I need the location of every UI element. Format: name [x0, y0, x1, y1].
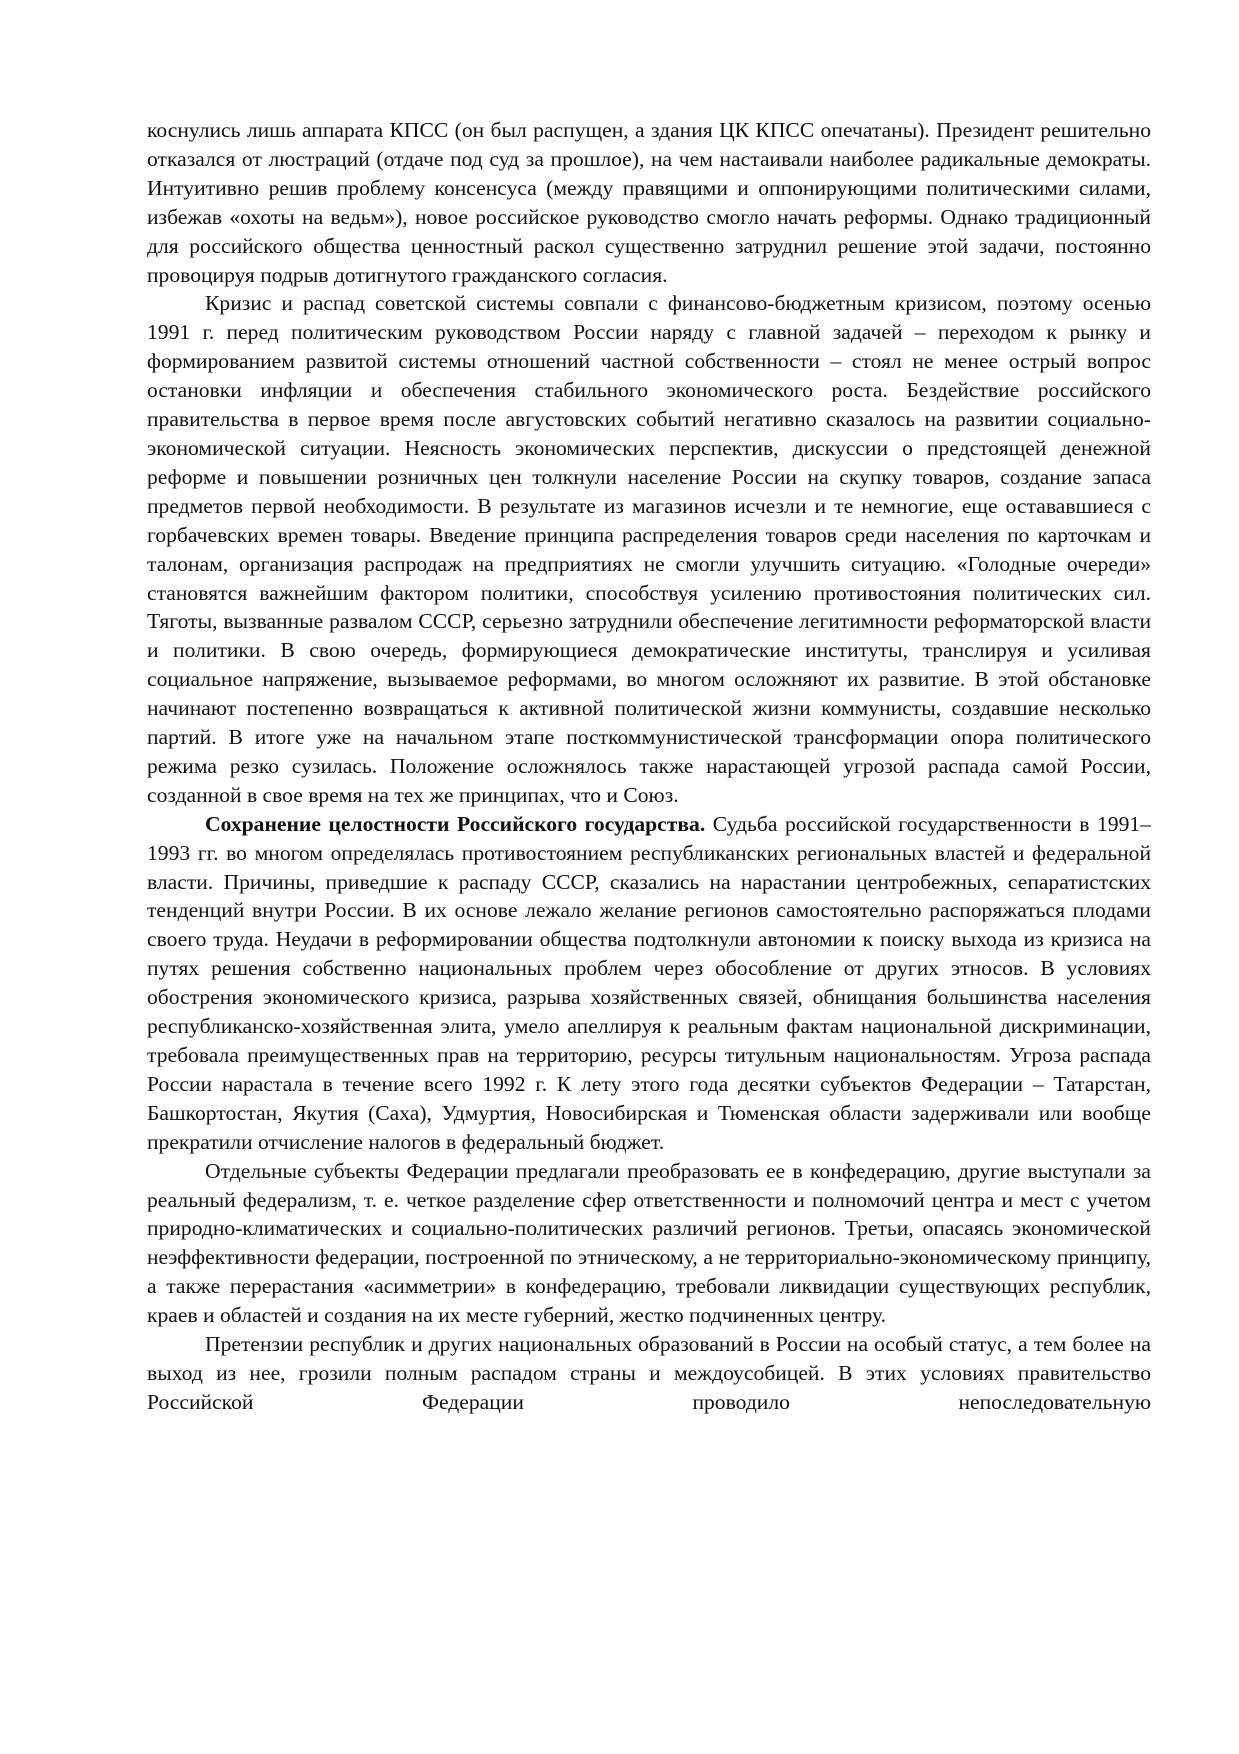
paragraph-3	[147, 810, 1151, 1157]
paragraph-2: Кризис и распад советской системы совпали с финансово-бюджетным кризисом, поэтому осенью 1991 г. перед политическим руководством России наряду с главной задачей – переходом к рынку и формированием развитой системы отношений частной собственности – стоял не менее острый вопрос остановки инфляции и обеспечения стабильного экономического роста. Бездействие российского правительства в первое время после августовских событий негативно сказалось на развитии социально-экономической ситуации. Неясность экономических перспектив, дискуссии о предстоящей денежной реформе и повышении розничных цен толкнули население России на скупку товаров, создание запаса предметов первой необходимости. В результате из магазинов исчезли и те немногие, еще остававшиеся с горбачевских времен товары. Введение принципа распределения товаров среди населения по карточкам и талонам, организация распродаж на предприятиях не смогли улучшить ситуацию. «Голодные очереди» становятся важнейшим фактором политики, способствуя усилению противостояния политических сил. Тяготы, вызванные развалом СССР, серьезно затруднили обеспечение легитимности реформаторской власти и политики. В свою очередь, формирующиеся демократические институты, транслируя и усиливая социальное напряжение, вызываемое реформами, во многом осложняют их развитие. В этой обстановке начинают постепенно возвращаться к активной политической жизни коммунисты, создавшие несколько партий. В итоге уже на начальном этапе посткоммунистической трансформации опора политического режима резко сузилась. Положение осложнялось также нарастающей угрозой распада самой России, созданной в свое время на тех же принципах, что и Союз.	[147, 291, 1151, 807]
paragraph-5: Претензии республик и других национальных образований в России на особый статус, а тем более на выход из нее, грозили полным распадом страны и междоусобицей. В этих условиях правительство Российской Федерации проводило непоследовательную	[147, 1332, 1151, 1414]
paragraph-3-text: Судьба российской государственности в 1991–1993 гг. во многом определялась противостоянием республиканских региональных властей и федеральной власти. Причины, приведшие к распаду СССР, сказались на нарастании центробежных, сепаратистских тенденций внутри России. В их основе лежало желание регионов самостоятельно распоряжаться плодами своего труда. Неудачи в реформировании общества подтолкнули автономии к поиску выхода из кризиса на путях решения собственно национальных проблем через обособление от других этносов. В условиях обострения экономического кризиса, разрыва хозяйственных связей, обнищания большинства населения республиканско-хозяйственная элита, умело апеллируя к реальным фактам национальной дискриминации, требовала преимущественных прав на территорию, ресурсы титульным национальностям. Угроза распада России нарастала в течение всего 1992 г. К лету этого года десятки субъектов Федерации – Татарстан, Башкортостан, Якутия (Саха), Удмуртия, Новосибирская и Тюменская области задерживали или вообще прекратили отчисление налогов в федеральный бюджет.	[147, 811, 1151, 1154]
paragraph-1: коснулись лишь аппарата КПСС (он был распущен, а здания ЦК КПСС опечатаны). Президент решительно отказался от люстраций (отдаче под суд за прошлое), на чем настаивали наиболее радикальные демократы. Интуитивно решив проблему консенсуса (между правящими и оппонирующими политическими силами, избежав «охоты на ведьм»), новое российское руководство смогло начать реформы. Однако традиционный для российского общества ценностный раскол существенно затруднил решение этой задачи, постоянно провоцируя подрыв дотигнутого гражданского согласия.	[147, 118, 1151, 287]
section-heading: Сохранение целостности Российского государства.	[205, 811, 706, 836]
paragraph-4: Отдельные субъекты Федерации предлагали преобразовать ее в конфедерацию, другие выступали за реальный федерализм, т. е. четкое разделение сфер ответственности и полномочий центра и мест с учетом природно-климатических и социально-политических различий регионов. Третьи, опасаясь экономической неэффективности федерации, построенной по этническому, а не территориально-экономическому принципу, а также перерастания «асимметрии» в конфедерацию, требовали ликвидации существующих республик, краев и областей и создания на их месте губерний, жестко подчиненных центру.	[147, 1158, 1151, 1328]
document-page	[147, 116, 1151, 1417]
